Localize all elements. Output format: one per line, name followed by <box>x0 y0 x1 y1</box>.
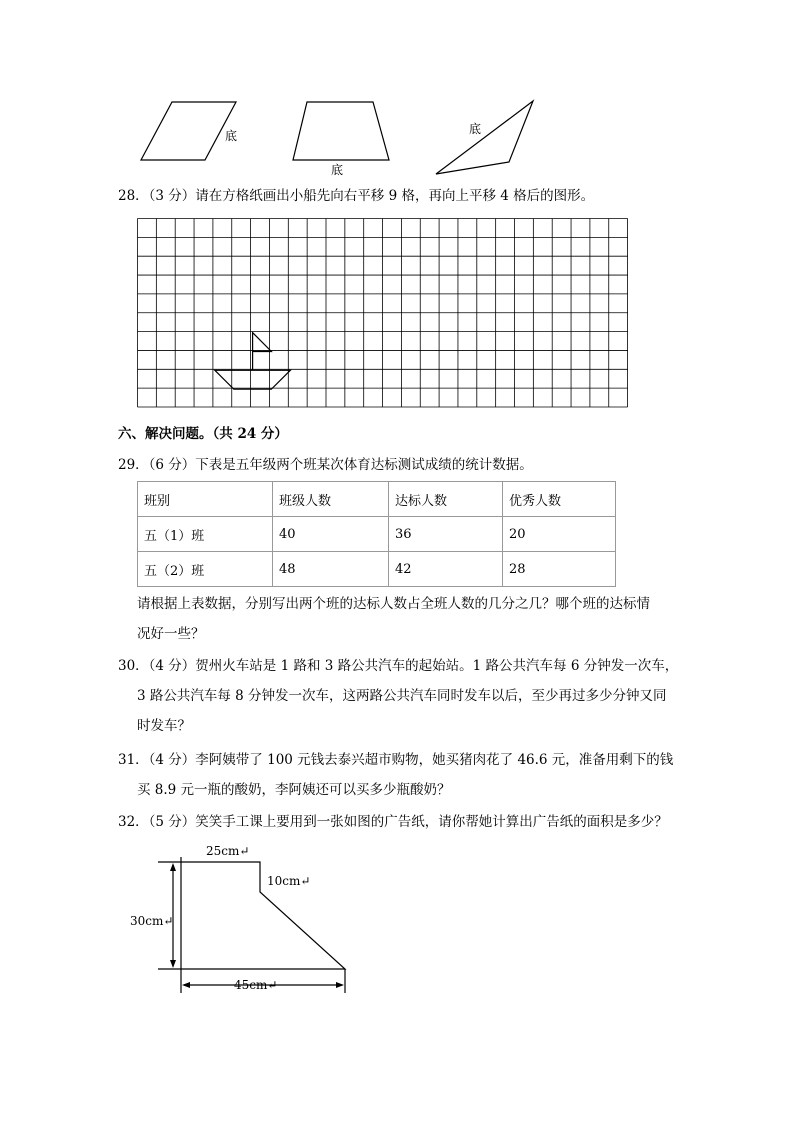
left-dim-arrow-down <box>170 960 176 968</box>
top-label: 25cm↵ <box>206 844 250 858</box>
boat-figure <box>215 333 290 390</box>
triangle-shape <box>436 101 533 174</box>
q29-text: 29．（6 分）下表是五年级两个班某次体育达标测试成绩的统计数据。 <box>118 457 533 473</box>
stats-table <box>137 481 616 587</box>
q30-line1: 30．（4 分）贺州火车站是 1 路和 3 路公共汽车的起始站。1 路公共汽车每 6 分钟发一次车， <box>118 658 679 674</box>
ad-paper-shape <box>181 862 345 969</box>
ad-paper-figure <box>130 835 360 1000</box>
q31-line1: 31．（4 分）李阿姨带了 100 元钱去泰兴超市购物，她买猪肉花了 46.6 元，准备用剩下的钱 <box>118 752 674 768</box>
table-cell: 五（2）班 <box>138 552 273 587</box>
parallelogram-base-label: 底 <box>225 129 238 143</box>
table-header-cell: 达标人数 <box>389 482 503 517</box>
shape-figures <box>0 0 794 180</box>
triangle-base-label: 底 <box>469 122 482 136</box>
grid-paper <box>137 218 633 408</box>
trapezoid-base-label: 底 <box>331 163 344 177</box>
boat-sail <box>253 333 272 352</box>
table-header-cell: 优秀人数 <box>503 482 616 517</box>
table-header-row <box>138 482 616 517</box>
right-label: 10cm↵ <box>267 874 311 888</box>
q32-text: 32．（5 分）笑笑手工课上要用到一张如图的广告纸，请你帮她计算出广告纸的面积是多少？ <box>118 814 668 830</box>
bottom-label: 45cm↵ <box>234 978 278 992</box>
table-cell: 36 <box>389 517 503 552</box>
table-cell: 40 <box>273 517 389 552</box>
table-cell: 五（1）班 <box>138 517 273 552</box>
q30-line2: 3 路公共汽车每 8 分钟发一次车，这两路公共汽车同时发车以后，至少再过多少分钟又同 <box>137 688 667 704</box>
bottom-dim-arrow-right <box>336 982 344 988</box>
table-header-cell: 班级人数 <box>273 482 389 517</box>
table-cell: 42 <box>389 552 503 587</box>
left-dim-arrow-up <box>170 863 176 871</box>
table-header-cell: 班别 <box>138 482 273 517</box>
left-label: 30cm↵ <box>130 914 174 928</box>
table-row <box>138 517 616 552</box>
table-cell: 48 <box>273 552 389 587</box>
boat-hull <box>215 370 290 389</box>
q28-text: 28．（3 分）请在方格纸画出小船先向右平移 9 格，再向上平移 4 格后的图形。 <box>118 188 595 204</box>
table-cell: 20 <box>503 517 616 552</box>
q30-line3: 时发车？ <box>137 718 191 734</box>
q29-line2: 况好一些？ <box>137 626 205 642</box>
parallelogram-shape <box>141 102 236 160</box>
q29-line1: 请根据上表数据，分别写出两个班的达标人数占全班人数的几分之几？哪个班的达标情 <box>137 596 650 612</box>
trapezoid-shape <box>293 102 389 160</box>
section-heading: 六、解决问题。（共 24 分） <box>118 426 288 442</box>
bottom-dim-arrow-left <box>182 982 190 988</box>
q31-line2: 买 8.9 元一瓶的酸奶，李阿姨还可以买多少瓶酸奶？ <box>137 782 451 798</box>
table-row <box>138 552 616 587</box>
table-cell: 28 <box>503 552 616 587</box>
